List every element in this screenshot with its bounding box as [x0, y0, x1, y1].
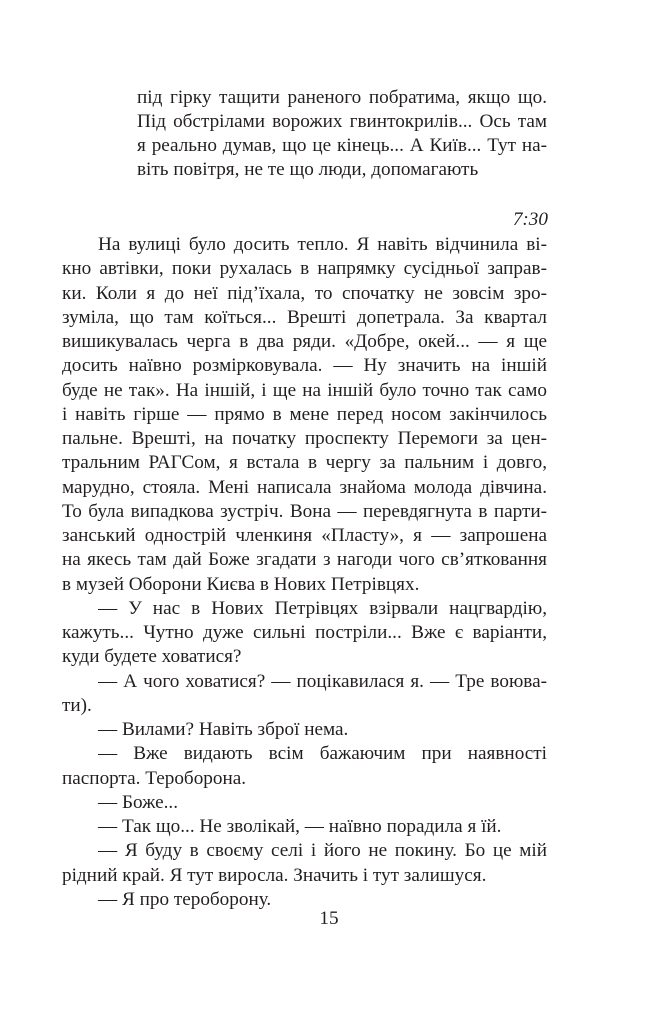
- time-mark: 7:30: [512, 209, 548, 230]
- quote-line: я реально думав, що це кінець... А Київ... Тут на-: [137, 135, 547, 156]
- body-line: То була випадкова зустріч. Вона — перевдягнута в парти-: [62, 500, 547, 522]
- body-line: ти).: [62, 694, 92, 716]
- body-line: куди будете ховатися?: [62, 646, 242, 668]
- body-line: в музей Оборони Києва в Нових Петрівцях.: [62, 573, 420, 595]
- quote-line: віть повітря, не те що люди, допомагають: [137, 159, 479, 180]
- paragraph-first-line: — Я про тероборону.: [98, 888, 272, 910]
- body-line: тральним РАГСом, я встала в чергу за пальним і довго,: [62, 452, 547, 474]
- body-line: рідний край. Я тут виросла. Значить і тут залишуся.: [62, 864, 487, 886]
- body-line: і навіть гірше — прямо в мене перед носом закінчилось: [62, 403, 547, 425]
- paragraph-first-line: — Вилами? Навіть зброї нема.: [98, 719, 349, 740]
- body-line: зуміла, що там коїться... Врешті допетрала. За квартал: [62, 306, 547, 328]
- quote-line: Під обстрілами ворожих гвинтокрилів... Ось там: [137, 111, 547, 132]
- body-line: кажуть... Чутно дуже сильні постріли... Вже є варіанти,: [62, 622, 547, 643]
- body-line: занський однострій членкиня «Пласту», я — запрошена: [62, 525, 547, 546]
- body-line: марудно, стояла. Мені написала знайома молода дівчина.: [62, 476, 547, 498]
- body-line: на якесь там дай Боже згадати з нагоди чого св’ятковання: [62, 549, 547, 571]
- paragraph-first-line: — А чого ховатися? — поцікавилася я. — Тре воюва-: [98, 670, 547, 692]
- paragraph-first-line: — Так що... Не зволікай, — наївно порадила я їй.: [98, 816, 502, 837]
- page-number: 15: [319, 908, 339, 929]
- body-line: ки. Коли я до неї під’їхала, то спочатку не зовсім зро-: [62, 282, 547, 304]
- paragraph-first-line: — Боже...: [98, 791, 179, 813]
- paragraph-first-line: — Я буду в своєму селі і його не покину. Бо це мій: [98, 840, 547, 862]
- body-line: досить наївно розмірковувала. — Ну значить на іншій: [62, 355, 547, 377]
- body-line: пальне. Врешті, на початку проспекту Перемоги за цен-: [62, 428, 547, 449]
- body-line: паспорта. Тероборона.: [62, 767, 247, 789]
- paragraph-first-line: — Вже видають всім бажаючим при наявності: [98, 743, 547, 765]
- paragraph-first-line: На вулиці було досить тепло. Я навіть відчинила ві-: [98, 234, 547, 255]
- body-line: кно автівки, поки рухалась в напрямку сусідньої заправ-: [62, 258, 547, 280]
- body-line: буде не так». На іншій, і ще на іншій було точно так само: [62, 379, 547, 401]
- body-line: вишикувалась черга в два ряди. «Добре, окей... — я ще: [62, 331, 547, 352]
- quote-line: під гірку тащити раненого побратима, якщо що.: [137, 87, 547, 108]
- paragraph-first-line: — У нас в Нових Петрівцях взірвали нацгвардію,: [98, 597, 547, 619]
